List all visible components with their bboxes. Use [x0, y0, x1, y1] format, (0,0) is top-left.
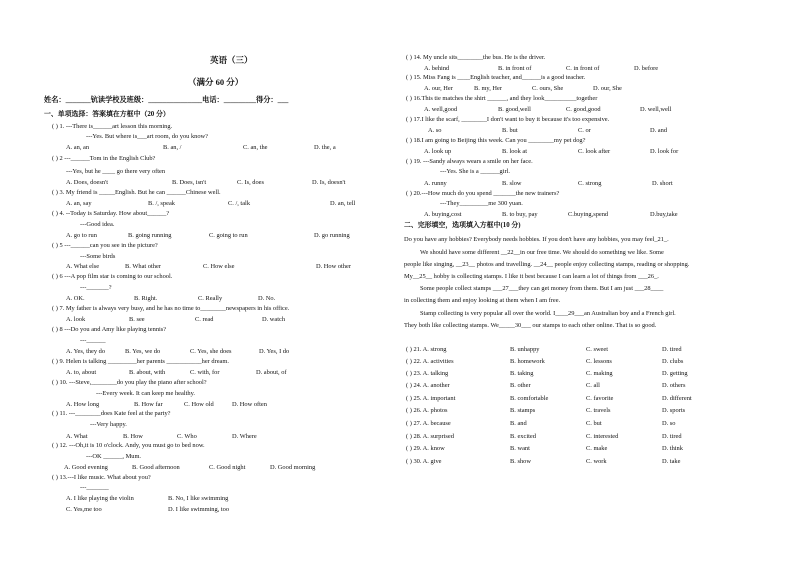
- option: C. Good night: [209, 464, 246, 471]
- option: B. taking: [510, 370, 534, 377]
- option: C. in front of: [566, 65, 600, 72]
- option: D. clubs: [662, 358, 684, 365]
- option: B. my, Her: [474, 85, 502, 92]
- question-stem: ( ) 8 ---Do you and Amy like playing tennis?: [52, 326, 167, 333]
- cloze-question: ( ) 23. A. talking: [406, 370, 449, 377]
- option: D. and: [650, 127, 668, 134]
- option: B. No, I like swimming: [168, 495, 229, 502]
- option: D. others: [662, 382, 686, 389]
- question-stem: ( ) 20.---How much do you spend _______the new trainers?: [406, 190, 560, 197]
- passage-line: We should have some different __22__in our free time. We should do something we like. Some: [420, 249, 664, 256]
- question-stem: ( ) 10. ---Steve,________do you play the piano after school?: [52, 379, 207, 386]
- option: A. Yes, they do: [66, 348, 106, 355]
- option: B. /, speak: [148, 200, 175, 207]
- option: D. getting: [662, 370, 688, 377]
- question-stem: ( ) 14. My uncle sits________the bus. He is the driver.: [406, 54, 546, 61]
- section2-title: 二、完形填空，选项填入方框中(10 分): [404, 222, 521, 229]
- option: B. Good afternoon: [132, 464, 180, 471]
- option: A. our, Her: [424, 85, 453, 92]
- passage-line: in collecting them and enjoy looking at them when I am free.: [404, 297, 561, 304]
- option: A. look up: [424, 148, 452, 155]
- option: C. How old: [184, 401, 214, 408]
- question-stem: ( ) 5 ---______can you see in the picture?: [52, 242, 158, 249]
- question-extra: ---OK ______, Mum.: [86, 453, 142, 460]
- option: D. sports: [662, 407, 686, 414]
- option: D. about, of: [256, 369, 287, 376]
- question-stem: ( ) 1. ---There is______art lesson this morning.: [52, 123, 173, 130]
- option: B. unhappy: [510, 346, 540, 353]
- option: A. to, about: [66, 369, 97, 376]
- passage-line: Stamp collecting is very popular all over the world. I____29___an Australian boy and a French girl.: [420, 310, 676, 317]
- option: C. all: [586, 382, 600, 389]
- option: C. good,good: [566, 106, 601, 113]
- option: C.buying,spend: [568, 211, 609, 218]
- option: A. runny: [424, 180, 447, 187]
- option: A. so: [428, 127, 442, 134]
- student-info-line: 姓名：_______钪读学校及班级：_______________电话：_________得分：___: [44, 96, 289, 104]
- option: C. travels: [586, 407, 611, 414]
- question-stem: ( ) 2 ---______Tom in the English Club?: [52, 155, 156, 162]
- question-extra: ---_______?: [80, 284, 112, 291]
- option: C. ours, She: [532, 85, 564, 92]
- question-stem: ( ) 3. My friend is _____English. But he can ______Chinese well.: [52, 189, 221, 196]
- option: C. or: [578, 127, 591, 134]
- passage-line: people like singing, __23__ photos and travelling. __24__ people enjoy collecting stamps, reading or shopping.: [404, 261, 690, 268]
- option: D. think: [662, 445, 683, 452]
- score-line: （满分 60 分）: [188, 77, 244, 87]
- option: D. an, tell: [330, 200, 356, 207]
- option: A. go to run: [66, 232, 97, 239]
- passage-line: My__25__ hobby is collecting stamps. I like it best because I can learn a lot of things from ___26_.: [404, 273, 659, 280]
- question-stem: ( ) 11. ---________does Kate feel at the party?: [52, 410, 171, 417]
- option: A. How long: [66, 401, 100, 408]
- option: C. read: [195, 316, 214, 323]
- option: A. well,good: [424, 106, 458, 113]
- cloze-question: ( ) 22. A. activities: [406, 358, 454, 365]
- option: C. favorite: [586, 395, 614, 402]
- option: D. How often: [232, 401, 267, 408]
- cloze-question: ( ) 26. A. photos: [406, 407, 448, 414]
- cloze-question: ( ) 24. A. another: [406, 382, 450, 389]
- passage-line: They both like collecting stamps. We_____30___ our stamps to each other online. That is so good.: [404, 322, 657, 329]
- option: C. with, for: [190, 369, 220, 376]
- option: C. make: [586, 445, 608, 452]
- option: A. Does, doesn't: [66, 179, 108, 186]
- option: A. behind: [424, 65, 450, 72]
- option: B. What other: [125, 263, 161, 270]
- option: B. Right.: [134, 295, 158, 302]
- option: B. other: [510, 382, 531, 389]
- option: B. How: [123, 433, 143, 440]
- option: C. look after: [578, 148, 611, 155]
- cloze-question: ( ) 25. A. important: [406, 395, 456, 402]
- option: B. an, /: [163, 144, 182, 151]
- option: B. excited: [510, 433, 536, 440]
- question-stem: ( ) 19. ---Sandy always wears a smile on her face.: [406, 158, 533, 165]
- option: B. and: [510, 420, 527, 427]
- option: D. Where: [232, 433, 257, 440]
- option: A. What: [66, 433, 88, 440]
- option: D. How other: [316, 263, 351, 270]
- question-extra: ---Some birds: [80, 253, 116, 260]
- option: C. an, the: [243, 144, 268, 151]
- option: C. strong: [578, 180, 602, 187]
- option: B. see: [129, 316, 145, 323]
- option: C. work: [586, 458, 607, 465]
- option: A. I like playing the violin: [66, 495, 134, 502]
- option: B. in front of: [498, 65, 532, 72]
- passage-line: Some people collect stamps ___27___they can get money from them. But I am just ___28____: [420, 285, 664, 292]
- option: B. show: [510, 458, 531, 465]
- option: A. an, an: [66, 144, 90, 151]
- option: D. go running: [314, 232, 350, 239]
- option: B. How far: [134, 401, 163, 408]
- question-extra: ---Yes, but he ____ go there very often: [66, 168, 166, 175]
- option: B. about, with: [129, 369, 166, 376]
- option: B. want: [510, 445, 530, 452]
- option: D. well,well: [640, 106, 672, 113]
- question-extra: ---______: [80, 337, 106, 344]
- option: D. watch: [262, 316, 286, 323]
- option: A. an, say: [66, 200, 92, 207]
- option: C. but: [586, 420, 602, 427]
- option: B. good,well: [498, 106, 531, 113]
- option: C. sweet: [586, 346, 609, 353]
- cloze-question: ( ) 27. A. because: [406, 420, 451, 427]
- option: B. Yes, we do: [125, 348, 161, 355]
- option: D. I like swimming, too: [168, 506, 230, 513]
- option: C. Is, does: [237, 179, 264, 186]
- question-stem: ( ) 18.I am going to Beijing this week. Can you ________my pet dog?: [406, 137, 586, 144]
- option: D. short: [652, 180, 673, 187]
- question-stem: ( ) 16.This tie matches the shirt ______, and they look__________together: [406, 95, 598, 102]
- option: A. look: [66, 316, 86, 323]
- question-stem: ( ) 9. Helen is talking _________her parents ___________her dream.: [52, 358, 229, 365]
- question-stem: ( ) 13.---I like music. What about you?: [52, 474, 151, 481]
- option: D. so: [662, 420, 676, 427]
- option: B. look at: [502, 148, 528, 155]
- option: A. buying,cost: [424, 211, 462, 218]
- option: D. Good morning: [270, 464, 316, 471]
- option: B. comfortable: [510, 395, 549, 402]
- option: C. Really: [198, 295, 223, 302]
- question-extra: ---_______: [80, 484, 109, 491]
- option: C. lessons: [586, 358, 612, 365]
- option: C. /, talk: [228, 200, 251, 207]
- question-stem: ( ) 15. Miss Fang is ____English teacher, and______is a good teacher.: [406, 74, 586, 81]
- option: B. to buy, pay: [502, 211, 538, 218]
- option: A. Good evening: [64, 464, 108, 471]
- cloze-question: ( ) 21. A. strong: [406, 346, 447, 353]
- option: B. slow: [502, 180, 522, 187]
- question-stem: ( ) 17.I like the scarf, ________I don't want to buy it because it's too expensive.: [406, 116, 610, 123]
- cloze-question: ( ) 28. A. surprised: [406, 433, 454, 440]
- option: D. before: [634, 65, 659, 72]
- option: D. our, She: [593, 85, 622, 92]
- option: C. going to run: [209, 232, 248, 239]
- option: D. tired: [662, 346, 682, 353]
- option: D. look for: [650, 148, 679, 155]
- question-extra: ---They_________me 300 yuan.: [440, 200, 523, 207]
- option: C. Yes,me too: [66, 506, 102, 513]
- option: B. going running: [128, 232, 172, 239]
- passage-line: Do you have any hobbies? Everybody needs hobbies. If you don't have any hobbies, you may feel_21_.: [404, 236, 669, 243]
- question-extra: ---Yes. But where is___art room, do you know?: [86, 133, 208, 140]
- option: B. Does, isn't: [172, 179, 207, 186]
- option: B. but: [502, 127, 518, 134]
- question-extra: ---Good idea.: [80, 221, 115, 228]
- question-extra: ---Every week. It can keep me healthy.: [96, 390, 195, 397]
- section1-title: 一、单项选择：答案填在方框中（20 分）: [44, 111, 170, 118]
- option: D. take: [662, 458, 681, 465]
- question-stem: ( ) 4. --Today is Saturday. How about______?: [52, 210, 170, 217]
- option: D. Is, doesn't: [312, 179, 346, 186]
- option: D. different: [662, 395, 692, 402]
- option: B. homework: [510, 358, 545, 365]
- question-stem: ( ) 6 ---A pop film star is coming to our school.: [52, 273, 173, 280]
- option: D.buy,take: [650, 211, 678, 218]
- question-stem: ( ) 7. My father is always very busy, and he has no time to________newspapers in his office.: [52, 305, 290, 312]
- option: B. stamps: [510, 407, 536, 414]
- option: C. making: [586, 370, 613, 377]
- cloze-question: ( ) 30. A. give: [406, 458, 442, 465]
- option: C. Who: [177, 433, 197, 440]
- option: C. interested: [586, 433, 619, 440]
- question-stem: ( ) 12. ---Oh,it is 10 o'clock. Andy, you must go to bed now.: [52, 442, 205, 449]
- option: A. OK.: [66, 295, 85, 302]
- cloze-question: ( ) 29. A. know: [406, 445, 445, 452]
- option: D. tired: [662, 433, 682, 440]
- option: C. How else: [203, 263, 235, 270]
- option: A. What else: [66, 263, 100, 270]
- question-extra: ---Very happy.: [90, 421, 127, 428]
- option: D. the, a: [314, 144, 336, 151]
- option: D. No.: [258, 295, 276, 302]
- question-extra: ---Yes. She is a ______girl.: [440, 168, 510, 175]
- option: C. Yes, she does: [190, 348, 232, 355]
- option: D. Yes, I do: [259, 348, 290, 355]
- page-title: 英语（三）: [210, 55, 253, 65]
